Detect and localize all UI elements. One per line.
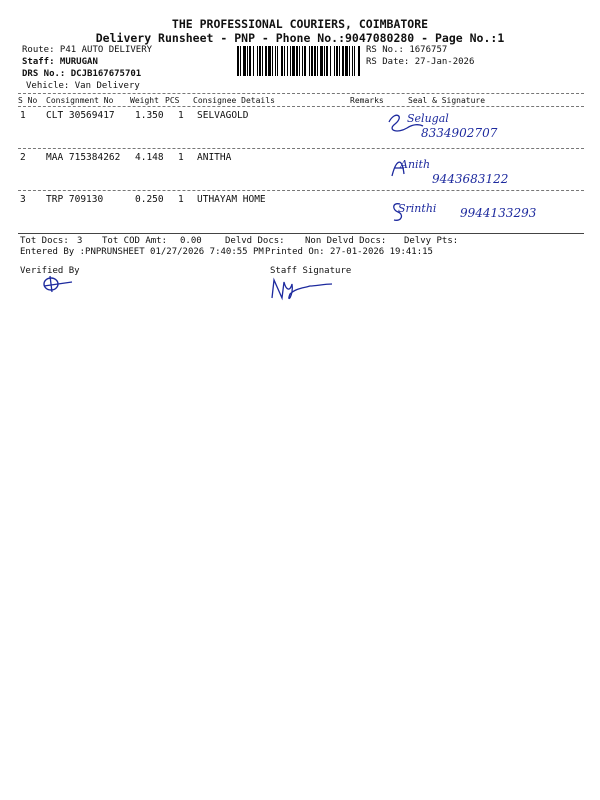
signature-name: Anith (400, 158, 431, 171)
company-title: THE PROFESSIONAL COURIERS, COIMBATORE (171, 17, 429, 31)
row-pcs: 1 (178, 110, 184, 121)
delvy-pts-label: Delvy Pts: (404, 236, 459, 246)
verified-by-label: Verified By (20, 266, 80, 276)
signature-name: Selugal (407, 112, 449, 125)
row-weight: 1.350 (135, 110, 164, 121)
row-divider (18, 190, 584, 191)
signature-phone: 9944133293 (460, 206, 537, 220)
row-consignment: TRP 709130 (46, 194, 104, 205)
table-bottom-rule (18, 233, 584, 234)
row-sno: 1 (20, 110, 26, 121)
row-consignee: ANITHA (197, 152, 232, 163)
row-consignment: CLT 30569417 (46, 110, 115, 121)
row-weight: 4.148 (135, 152, 164, 163)
row-pcs: 1 (178, 152, 184, 163)
runsheet-title: Delivery Runsheet - PNP - Phone No.:9047080280 - Page No.:1 (95, 31, 505, 45)
col-header-remarks: Remarks (350, 96, 384, 105)
row-consignee: UTHAYAM HOME (197, 194, 266, 205)
header-bottom-rule (18, 106, 584, 107)
barcode (237, 46, 360, 76)
rs-date: RS Date: 27-Jan-2026 (366, 57, 475, 67)
staff-signature-label: Staff Signature (270, 266, 352, 276)
signature-phone: 8334902707 (421, 126, 498, 140)
col-header-pcs: PCS (165, 96, 180, 105)
vehicle-text: Vehicle: Van Delivery (26, 81, 140, 91)
tot-cod-value: 0.00 (180, 236, 202, 246)
row-consignee: SELVAGOLD (197, 110, 249, 121)
delvd-docs-label: Delvd Docs: (225, 236, 285, 246)
col-header-sno: S No (18, 96, 38, 105)
route-text: Route: P41 AUTO DELIVERY (22, 45, 153, 55)
non-delvd-docs-label: Non Delvd Docs: (305, 236, 387, 246)
signature-phone: 9443683122 (432, 172, 509, 186)
staff-text: Staff: MURUGAN (22, 57, 98, 67)
header-top-rule (18, 93, 584, 94)
col-header-consignment: Consignment No (46, 96, 114, 105)
rs-number: RS No.: 1676757 (366, 45, 448, 55)
col-header-seal: Seal & Signature (408, 96, 486, 105)
col-header-consignee: Consignee Details (193, 96, 275, 105)
receiver-signature (385, 112, 535, 152)
tot-docs-label: Tot Docs: (20, 236, 69, 246)
verifier-signature (40, 274, 80, 300)
row-divider (18, 148, 584, 149)
row-sno: 2 (20, 152, 26, 163)
tot-cod-label: Tot COD Amt: (102, 236, 168, 246)
staff-signature (270, 276, 340, 308)
entered-by: Entered By :PNPRUNSHEET 01/27/2026 7:40:55 PM (20, 247, 264, 257)
drs-text: DRS No.: DCJB167675701 (22, 69, 142, 79)
col-header-weight: Weight (130, 96, 159, 105)
row-weight: 0.250 (135, 194, 164, 205)
row-pcs: 1 (178, 194, 184, 205)
row-sno: 3 (20, 194, 26, 205)
printed-on: Printed On: 27-01-2026 19:41:15 (265, 247, 433, 257)
tot-docs-value: 3 (77, 236, 83, 246)
signature-name: Srinthi (398, 202, 437, 215)
receiver-signature (392, 200, 542, 240)
row-consignment: MAA 715384262 (46, 152, 121, 163)
